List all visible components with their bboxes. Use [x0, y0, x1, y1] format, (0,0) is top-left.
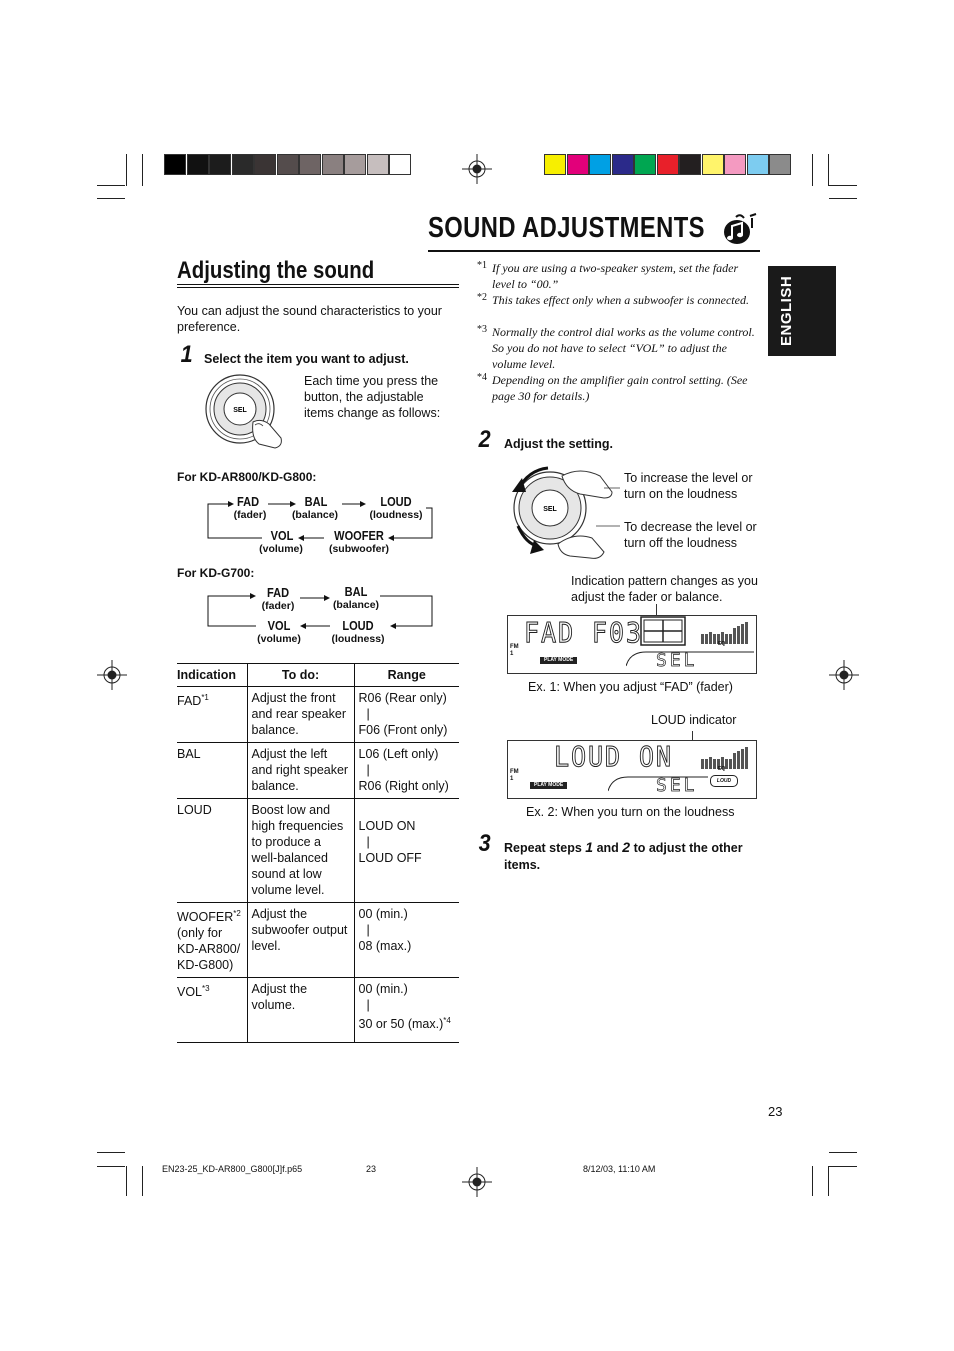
control-dial-icon	[203, 372, 283, 450]
svg-text:SEL: SEL	[543, 506, 557, 513]
gray-swatch	[254, 154, 276, 175]
fm-indicator: FM	[510, 644, 519, 650]
page-title: SOUND ADJUSTMENTS	[428, 212, 705, 244]
color-swatch	[612, 154, 634, 175]
diagram2-item: BAL	[344, 584, 368, 599]
decrease-text: To decrease the level or turn off the loudness	[624, 520, 757, 550]
table-header: Indication	[177, 664, 247, 687]
registration-mark-icon	[462, 1167, 492, 1197]
gray-swatch	[187, 154, 209, 175]
gray-swatch	[164, 154, 186, 175]
diagram1-item: FAD	[236, 494, 260, 509]
lcd-display-fad	[507, 615, 757, 674]
footnote-mark: *4	[477, 372, 487, 383]
adjustment-table	[177, 663, 459, 1043]
channel-indicator: 1	[510, 651, 514, 657]
color-swatch	[724, 154, 746, 175]
table-header-row	[177, 664, 459, 687]
caption-ex1: Ex. 1: When you adjust “FAD” (fader)	[528, 680, 733, 694]
lcd-display-loud	[507, 740, 757, 799]
color-swatch	[544, 154, 566, 175]
sel-indicator: SEL	[656, 650, 698, 671]
table-cell-indication: WOOFER$^{*2}$ (only for KD-AR800/ KD-G800)	[177, 903, 247, 978]
diagram2-item: FAD	[266, 585, 290, 600]
section-rule	[177, 284, 459, 285]
footnote-text: This takes effect only when a subwoofer is connected.	[492, 293, 749, 307]
fm-indicator: FM	[510, 769, 519, 775]
registration-mark-icon	[462, 154, 492, 184]
control-dial-rotate-icon	[500, 462, 620, 562]
diagram2-title: For KD-G700:	[177, 566, 255, 580]
language-tab: ENGLISH	[768, 266, 836, 356]
intro-text: You can adjust the sound characteristics to your preference.	[177, 304, 442, 334]
gray-swatch	[299, 154, 321, 175]
section-rule	[177, 287, 459, 288]
table-cell-range: LOUD ON | LOUD OFF	[354, 799, 459, 903]
sel-indicator: SEL	[656, 775, 698, 796]
gray-swatch	[232, 154, 254, 175]
play-mode-indicator: PLAY MODE	[530, 782, 567, 789]
caption-ex2: Ex. 2: When you turn on the loudness	[526, 805, 735, 819]
step-number: 1	[180, 341, 193, 368]
table-cell-range: 00 (min.) | 08 (max.)	[354, 903, 459, 978]
diagram1-item: BAL	[304, 494, 328, 509]
step3-text: Repeat steps 1 and 2 to adjust the other items.	[504, 839, 743, 872]
table-cell-indication: FAD$^{*1}$	[177, 687, 247, 743]
table-cell-todo: Adjust the left and right speaker balance.	[247, 743, 354, 799]
diagram1-item: WOOFER	[334, 528, 384, 543]
footnote-mark: *2	[477, 292, 487, 303]
table-cell-todo: Adjust the volume.	[247, 978, 354, 1043]
color-swatch	[657, 154, 679, 175]
step2-heading: Adjust the setting.	[504, 437, 614, 451]
diagram1-title: For KD-AR800/KD-G800:	[177, 470, 317, 484]
table-header: Range	[354, 664, 459, 687]
step-number: 3	[478, 830, 491, 857]
loud-indicator: LOUD	[710, 775, 738, 787]
footnote-text: If you are using a two-speaker system, set the fader level to “00.”	[492, 261, 739, 291]
pattern-note: Indication pattern changes as you adjust the fader or balance.	[571, 574, 758, 604]
table-header: To do:	[247, 664, 354, 687]
section-title: Adjusting the sound	[177, 257, 375, 284]
footer-page: 23	[366, 1164, 377, 1174]
diagram1-item: VOL	[270, 528, 294, 543]
table-row	[177, 799, 459, 903]
table-row	[177, 687, 459, 743]
gray-swatch	[277, 154, 299, 175]
color-swatch	[567, 154, 589, 175]
diagram1-item-sub: (fader)	[233, 509, 267, 521]
step-number: 2	[478, 426, 491, 453]
diagram2-item-sub: (balance)	[332, 599, 380, 611]
table-row	[177, 743, 459, 799]
color-swatch	[747, 154, 769, 175]
table-cell-range: 00 (min.) | 30 or 50 $(\max.)^{*4}$	[354, 978, 459, 1043]
step1-desc: Each time you press the button, the adjustable items change as follows:	[304, 374, 441, 420]
diagram2-item: LOUD	[342, 618, 374, 633]
lcd-main-text: FAD F03	[524, 616, 643, 649]
eq-indicator: EQ	[718, 766, 726, 772]
color-swatch	[589, 154, 611, 175]
footnote-text: Depending on the amplifier gain control setting. (See page 30 for details.)	[492, 373, 748, 403]
music-note-icon	[720, 210, 760, 248]
play-mode-indicator: PLAY MODE	[540, 657, 577, 664]
table-cell-indication: VOL$^{*3}$	[177, 978, 247, 1043]
footnote-mark: *3	[477, 324, 487, 335]
lcd-main-text: LOUD ON	[554, 740, 673, 773]
diagram2-item-sub: (loudness)	[331, 633, 385, 645]
registration-mark-icon	[97, 660, 127, 690]
diagram2-item-sub: (fader)	[261, 600, 295, 612]
gray-swatch	[367, 154, 389, 175]
sel-label: SEL	[233, 407, 247, 414]
increase-text: To increase the level or turn on the loudness	[624, 471, 753, 501]
color-swatch	[702, 154, 724, 175]
step1-heading: Select the item you want to adjust.	[204, 352, 409, 366]
table-cell-todo: Adjust the front and rear speaker balance.	[247, 687, 354, 743]
table-cell-range: L06 (Left only) | R06 (Right only)	[354, 743, 459, 799]
diagram1-item-sub: (subwoofer)	[328, 543, 390, 555]
table-cell-range: R06 (Rear only) | F06 (Front only)	[354, 687, 459, 743]
diagram2-item-sub: (volume)	[257, 633, 301, 645]
table-row	[177, 978, 459, 1043]
color-swatch	[634, 154, 656, 175]
eq-indicator: EQ	[718, 641, 726, 647]
diagram1-item-sub: (volume)	[259, 543, 303, 555]
gray-swatch	[344, 154, 366, 175]
gray-swatch	[209, 154, 231, 175]
gray-swatch	[322, 154, 344, 175]
gray-swatch	[389, 154, 411, 175]
footnote-text: Normally the control dial works as the volume control. So you do not have to select “VOL” to adjust the volume level.	[492, 325, 755, 371]
fader-pattern-icon	[640, 616, 686, 646]
table-cell-todo: Adjust the subwoofer output level.	[247, 903, 354, 978]
diagram2-item: VOL	[267, 618, 291, 633]
color-swatch	[679, 154, 701, 175]
registration-mark-icon	[829, 660, 859, 690]
cycle-diagram-2	[200, 582, 440, 652]
channel-indicator: 1	[510, 776, 514, 782]
diagram1-item-sub: (loudness)	[369, 509, 423, 521]
table-row	[177, 903, 459, 978]
footnote-mark: *1	[477, 260, 487, 271]
page-number: 23	[768, 1104, 783, 1119]
footer-datetime: 8/12/03, 11:10 AM	[583, 1164, 656, 1174]
footer-file: EN23-25_KD-AR800_G800[J]f.p65	[162, 1164, 303, 1174]
table-cell-indication: BAL	[177, 743, 247, 799]
loud-indicator-label: LOUD indicator	[651, 713, 737, 727]
diagram1-item: LOUD	[380, 494, 412, 509]
table-cell-todo: Boost low and high frequencies to produce a well-balanced sound at low volume level.	[247, 799, 354, 903]
diagram1-item-sub: (balance)	[291, 509, 339, 521]
color-swatch	[769, 154, 791, 175]
title-rule	[428, 250, 760, 252]
table-cell-indication: LOUD	[177, 799, 247, 903]
